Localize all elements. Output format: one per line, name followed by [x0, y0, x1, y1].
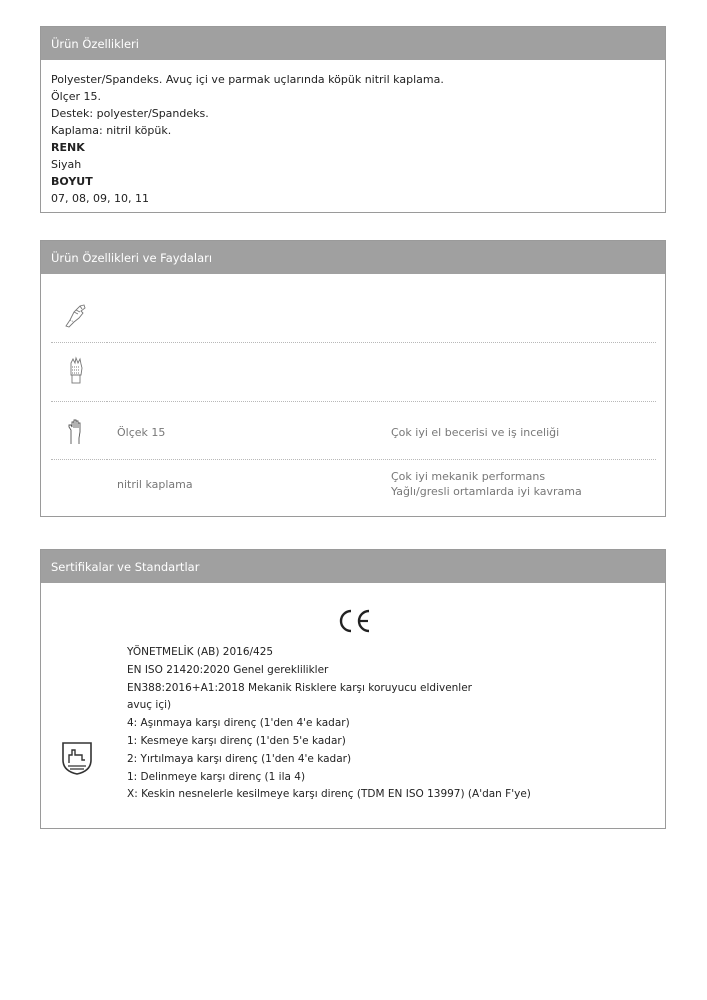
- benefit-text: Çok iyi mekanik performans: [391, 470, 546, 483]
- description-line: Ölçer 15.: [51, 90, 102, 103]
- color-label: RENK: [51, 141, 85, 154]
- row-separator: [107, 401, 656, 402]
- description-line: Kaplama: nitril köpük.: [51, 124, 172, 137]
- row-separator: [51, 401, 107, 402]
- certification-line: EN ISO 21420:2020 Genel gereklilikler: [127, 663, 329, 676]
- coated-glove-icon: [61, 301, 89, 331]
- feature-text: nitril kaplama: [117, 478, 193, 491]
- description-line: Polyester/Spandeks. Avuç içi ve parmak uçlarında köpük nitril kaplama.: [51, 73, 444, 86]
- size-value: 07, 08, 09, 10, 11: [51, 192, 149, 205]
- certifications-panel: [40, 549, 666, 829]
- product-features-title: Ürün Özellikleri: [41, 27, 665, 60]
- certification-line: 4: Aşınmaya karşı direnç (1'den 4'e kadar): [127, 717, 350, 730]
- feature-text: Ölçek 15: [117, 426, 166, 439]
- product-features-panel: [40, 26, 666, 213]
- knit-glove-icon: [66, 355, 86, 385]
- size-label: BOYUT: [51, 175, 93, 188]
- certification-line: YÖNETMELİK (AB) 2016/425: [127, 646, 274, 658]
- benefit-text: Çok iyi el becerisi ve iş inceliği: [391, 426, 560, 439]
- hand-outline-icon: [66, 418, 86, 446]
- features-benefits-title: Ürün Özellikleri ve Faydaları: [41, 241, 665, 274]
- ce-mark-icon: [338, 608, 372, 634]
- row-separator: [51, 459, 107, 460]
- row-separator: [107, 459, 656, 460]
- benefit-text-secondary: Yağlı/gresli ortamlarda iyi kavrama: [391, 485, 582, 498]
- certification-line: 2: Yırtılmaya karşı direnç (1'den 4'e kadar): [127, 752, 352, 765]
- color-value: Siyah: [51, 158, 82, 171]
- description-line: Destek: polyester/Spandeks.: [51, 107, 209, 120]
- row-separator: [107, 342, 656, 343]
- features-benefits-panel: [40, 240, 666, 517]
- certification-line: X: Keskin nesnelerle kesilmeye karşı direnç (TDM EN ISO 13997) (A'dan F'ye): [127, 788, 531, 801]
- product-features-body: [41, 60, 665, 207]
- certifications-title: Sertifikalar ve Standartlar: [41, 550, 665, 583]
- certification-list: [127, 644, 531, 804]
- mechanical-risk-shield-icon: [60, 740, 94, 776]
- certification-line: 1: Kesmeye karşı direnç (1'den 5'e kadar): [127, 734, 346, 747]
- certification-line: 1: Delinmeye karşı direnç (1 ila 4): [127, 770, 306, 783]
- certification-line: avuç içi): [127, 699, 172, 712]
- row-separator: [51, 342, 107, 343]
- certification-line: EN388:2016+A1:2018 Mekanik Risklere karşı koruyucu eldivenler: [127, 681, 473, 694]
